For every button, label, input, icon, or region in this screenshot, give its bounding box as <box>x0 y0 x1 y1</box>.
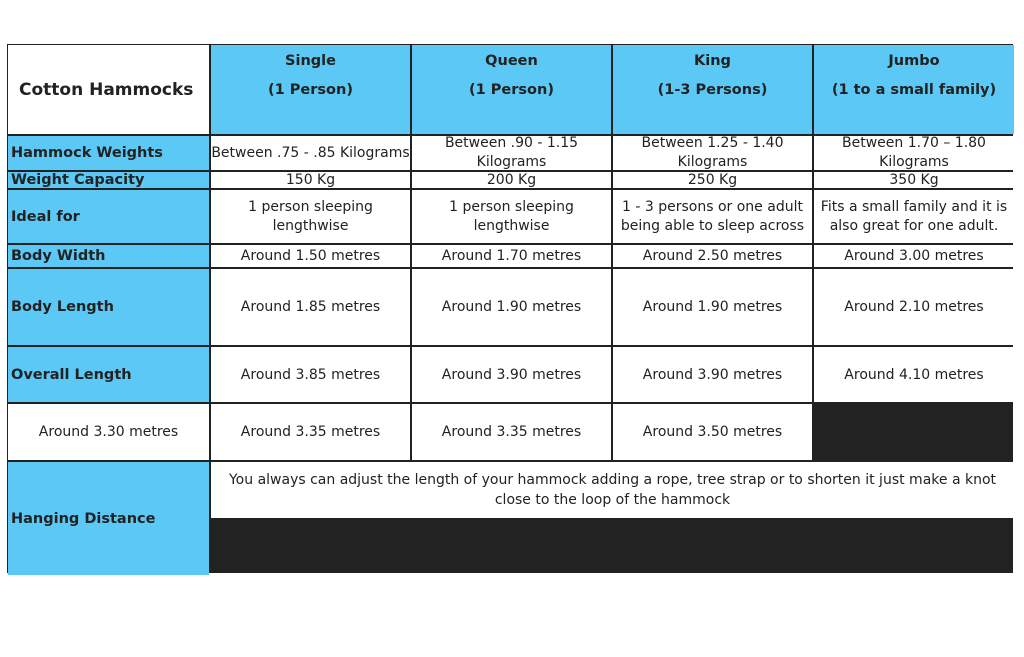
table-cell: Around 3.35 metres <box>412 404 611 460</box>
table-cell: 150 Kg <box>211 172 410 188</box>
row-header-body-length: Body Length <box>8 269 209 345</box>
row-header-hanging-distance: Hanging Distance <box>8 462 209 575</box>
column-header-king <box>613 45 812 134</box>
table-cell: Around 1.90 metres <box>613 269 812 345</box>
row-header-overall-length: Overall Length <box>8 347 209 402</box>
table-cell: Around 1.50 metres <box>211 245 410 267</box>
table-cell: Around 2.10 metres <box>814 269 1014 345</box>
table-cell: Around 2.50 metres <box>613 245 812 267</box>
table-cell: Around 1.70 metres <box>412 245 611 267</box>
hammock-comparison-table <box>7 44 1013 573</box>
column-header-single <box>211 45 410 134</box>
table-cell: Around 4.10 metres <box>814 347 1014 402</box>
table-cell: 250 Kg <box>613 172 812 188</box>
table-cell: Around 3.00 metres <box>814 245 1014 267</box>
table-cell: Around 3.85 metres <box>211 347 410 402</box>
row-header-hammock-weights: Hammock Weights <box>8 136 209 170</box>
table-cell: 1 person sleeping lengthwise <box>412 190 611 243</box>
column-header-jumbo <box>814 45 1014 134</box>
table-cell: Around 1.90 metres <box>412 269 611 345</box>
table-cell: 1 - 3 persons or one adult being able to sleep across <box>613 190 812 243</box>
column-name: Jumbo <box>888 53 940 69</box>
table-cell: Between 1.25 - 1.40 Kilograms <box>613 136 812 170</box>
column-header-queen <box>412 45 611 134</box>
table-cell: Between .75 - .85 Kilograms <box>211 136 410 170</box>
row-header-weight-capacity: Weight Capacity <box>8 172 209 188</box>
column-capacity: (1 Person) <box>268 82 353 98</box>
table-cell: Around 3.50 metres <box>613 404 812 460</box>
table-cell: Around 3.90 metres <box>412 347 611 402</box>
table-title: Cotton Hammocks <box>8 45 209 134</box>
table-cell: Around 3.90 metres <box>613 347 812 402</box>
column-name: King <box>694 53 731 69</box>
table-cell: Between 1.70 – 1.80 Kilograms <box>814 136 1014 170</box>
row-header-ideal-for: Ideal for <box>8 190 209 243</box>
hanging-distance-note: You always can adjust the length of your hammock adding a rope, tree strap or to shorten it just make a knot close to the loop of the hammock <box>211 462 1014 518</box>
table-cell: Around 3.35 metres <box>211 404 410 460</box>
table-cell: Around 1.85 metres <box>211 269 410 345</box>
table-cell: Around 3.30 metres <box>8 404 209 460</box>
table-cell: Between .90 - 1.15 Kilograms <box>412 136 611 170</box>
row-header-body-width: Body Width <box>8 245 209 267</box>
column-name: Single <box>285 53 336 69</box>
column-capacity: (1-3 Persons) <box>657 82 768 98</box>
column-capacity: (1 to a small family) <box>831 82 997 98</box>
column-capacity: (1 Person) <box>469 82 554 98</box>
column-name: Queen <box>485 53 538 69</box>
table-cell: 200 Kg <box>412 172 611 188</box>
table-cell: 1 person sleeping lengthwise <box>211 190 410 243</box>
table-cell: 350 Kg <box>814 172 1014 188</box>
table-cell: Fits a small family and it is also great for one adult. <box>814 190 1014 243</box>
